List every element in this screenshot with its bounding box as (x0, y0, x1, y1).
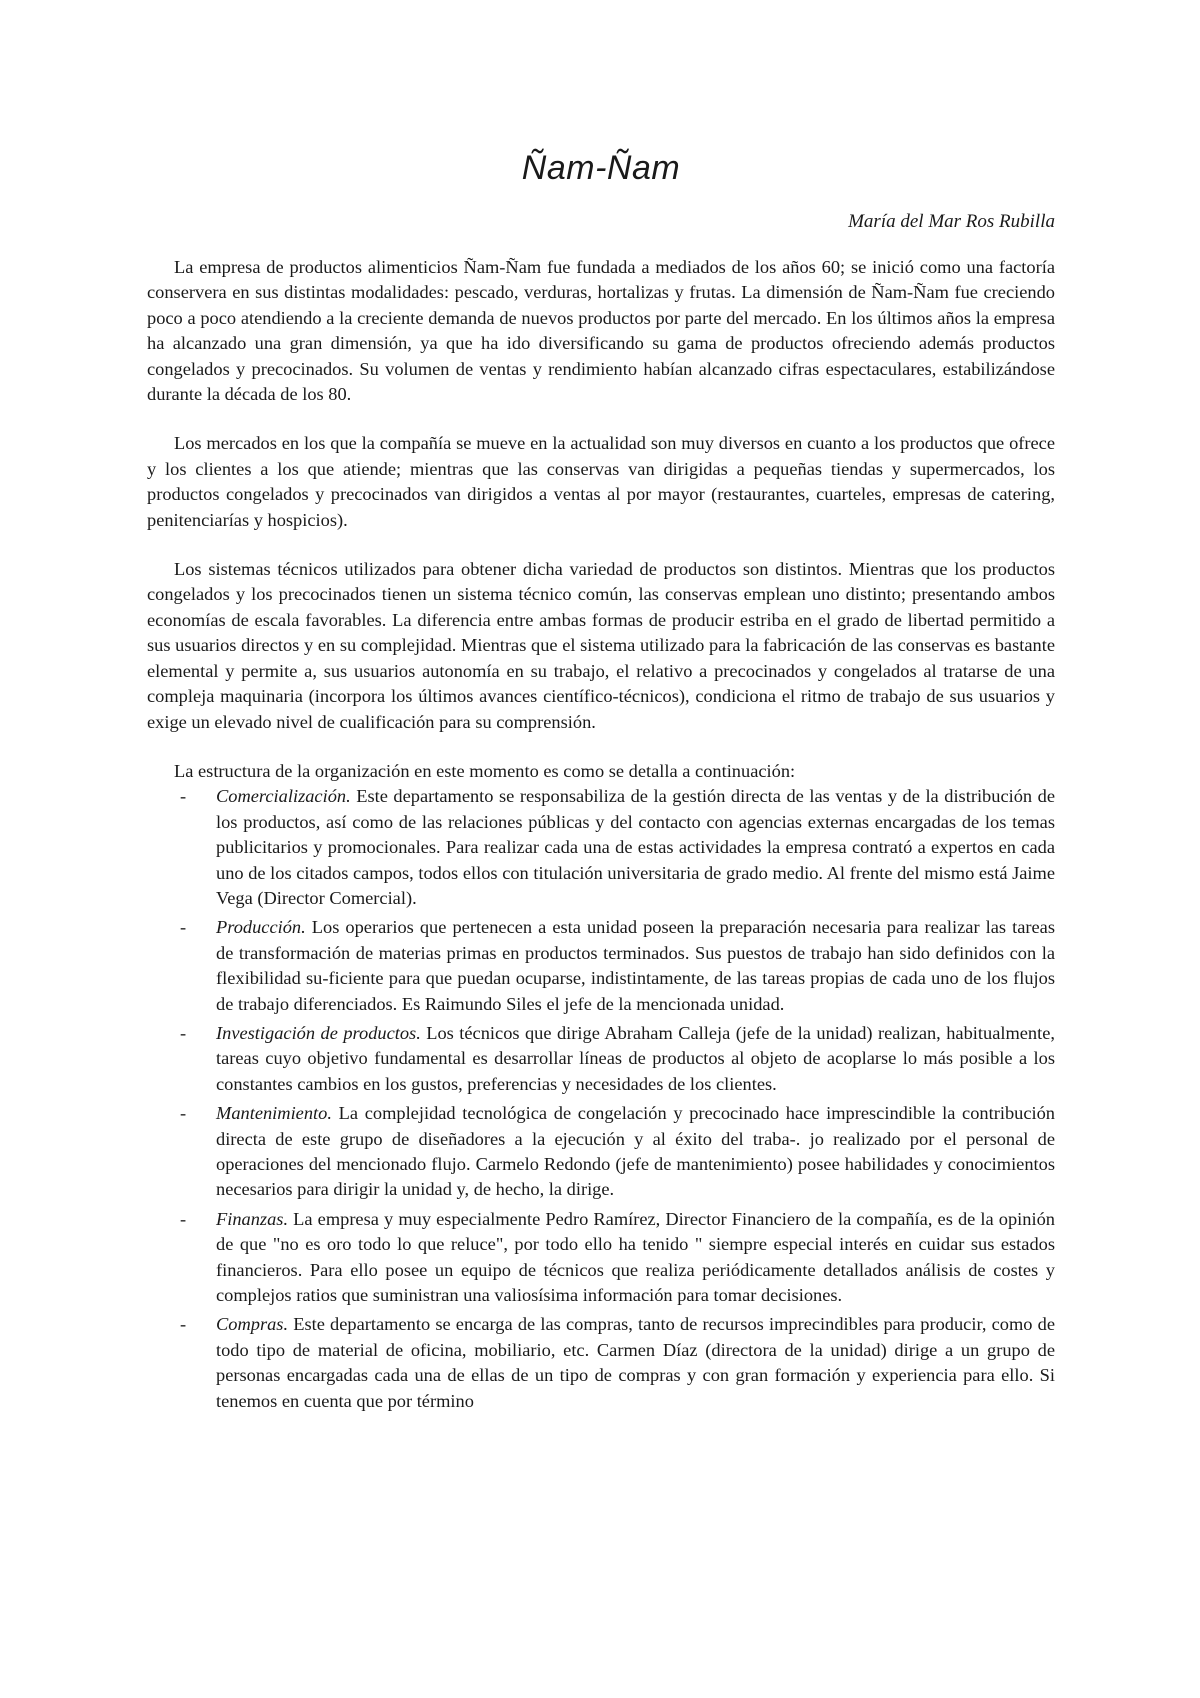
department-name: Comercialización. (216, 786, 351, 807)
department-list (147, 784, 1055, 1414)
author-name: María del Mar Ros Rubilla (848, 211, 1055, 232)
structure-intro: La estructura de la organización en este momento es como se detalla a continuación: (174, 760, 796, 781)
department-description: Este departamento se encarga de las compras, tanto de recursos imprecindibles para producir, como de todo tipo de material de oficina, mobiliario, etc. Carmen Díaz (directora de la unidad) dirige a un grupo de personas encargadas cada una de ellas de un tipo de compras y con gran formación y experiencia para ello. Si tenemos en cuenta que por término (216, 1314, 1055, 1411)
bullet-dash: - (180, 917, 187, 938)
list-item (147, 1021, 1055, 1097)
department-name: Compras. (216, 1314, 289, 1335)
list-item (147, 1207, 1055, 1309)
bullet-dash: - (180, 1022, 187, 1043)
list-item (147, 915, 1055, 1017)
list-item (147, 1101, 1055, 1203)
paragraph-markets: Los mercados en los que la compañía se mueve en la actualidad son muy diversos en cuanto a los productos que ofrece y los clientes a los que atiende; mientras que las conservas van dirigidas a pequeñas tiendas y supermercados, los productos congelados y precocinados van dirigidos a ventas al por mayor (restaurantes, cuarteles, empresas de catering, penitenciarías y hospicios). (147, 433, 1055, 530)
department-description: La complejidad tecnológica de congelación y precocinado hace imprescindible la contribución directa de este grupo de diseñadores a la ejecución y al éxito del traba-. jo realizado por el personal de operaciones del mencionado flujo. Carmelo Redondo (jefe de mantenimiento) posee habilidades y conocimientos necesarios para dirigir la unidad y, de hecho, la dirige. (216, 1103, 1055, 1200)
department-description: Los operarios que pertenecen a esta unidad poseen la preparación necesaria para realizar las tareas de transformación de materias primas en productos terminados. Sus puestos de trabajo han sido definidos con la flexibilidad su-ficiente para que puedan ocuparse, indistintamente, de las tareas propias de cada uno de los flujos de trabajo diferenciados. Es Raimundo Siles el jefe de la mencionada unidad. (216, 917, 1055, 1014)
bullet-dash: - (180, 786, 187, 807)
list-item (147, 784, 1055, 911)
bullet-dash: - (180, 1208, 187, 1229)
document-page (147, 140, 1055, 1418)
paragraph-company-history: La empresa de productos alimenticios Ñam-Ñam fue fundada a mediados de los años 60; se inició como una factoría conservera en sus distintas modalidades: pescado, verduras, hortalizas y frutas. La dimensión de Ñam-Ñam fue creciendo poco a poco atendiendo a la creciente demanda de nuevos productos por parte del mercado. En los últimos años la empresa ha alcanzado una gran dimensión, ya que ha ido diversificando su gama de productos ofreciendo además productos congelados y precocinados. Su volumen de ventas y rendimiento habían alcanzado cifras espectaculares, estabilizándose durante la década de los 80. (147, 257, 1055, 405)
department-description: Este departamento se responsabiliza de la gestión directa de las ventas y de la distribución de los productos, así como de las relaciones públicas y del contacto con agencias externas encargadas de los temas publicitarios y promocionales. Para realizar cada una de estas actividades la empresa contrató a expertos en cada uno de los citados campos, todos ellos con titulación universitaria de grado medio. Al frente del mismo está Jaime Vega (Director Comercial). (216, 786, 1055, 908)
paragraph-technical-systems: Los sistemas técnicos utilizados para obtener dicha variedad de productos son distintos. Mientras que los productos congelados y los precocinados tienen un sistema técnico común, las conservas emplean uno distinto; presentando ambos economías de escala favorables. La diferencia entre ambas formas de producir estriba en el grado de libertad permitido a sus usuarios directos y en su complejidad. Mientras que el sistema utilizado para la fabricación de las conservas es bastante elemental y permite a, sus usuarios autonomía en su trabajo, el relativo a precocinados y congelados al tratarse de una compleja maquinaria (incorpora los últimos avances científico-técnicos), condiciona el ritmo de trabajo de sus usuarios y exige un elevado nivel de cualificación para su comprensión. (147, 559, 1055, 732)
bullet-dash: - (180, 1103, 187, 1124)
list-item (147, 1312, 1055, 1414)
department-name: Mantenimiento. (216, 1103, 332, 1124)
department-description: Los técnicos que dirige Abraham Calleja (jefe de la unidad) realizan, habitualmente, tareas cuyo objetivo fundamental es desarrollar líneas de productos al objeto de acoplarse lo más posible a los constantes cambios en los gustos, preferencias y necesidades de los clientes. (216, 1022, 1055, 1094)
bullet-dash: - (180, 1314, 187, 1335)
document-title: Ñam-Ñam (521, 149, 681, 187)
department-name: Producción. (216, 917, 306, 938)
department-name: Finanzas. (216, 1208, 289, 1229)
department-description: La empresa y muy especialmente Pedro Ramírez, Director Financiero de la compañía, es de la opinión de que "no es oro todo lo que reluce", por todo ello ha tenido " siempre especial interés en cuidar sus estados financieros. Para ello posee un equipo de técnicos que realiza periódicamente detallados análisis de costes y complejos ratios que suministran una valiosísima información para tomar decisiones. (216, 1208, 1055, 1306)
department-name: Investigación de productos. (216, 1022, 421, 1043)
